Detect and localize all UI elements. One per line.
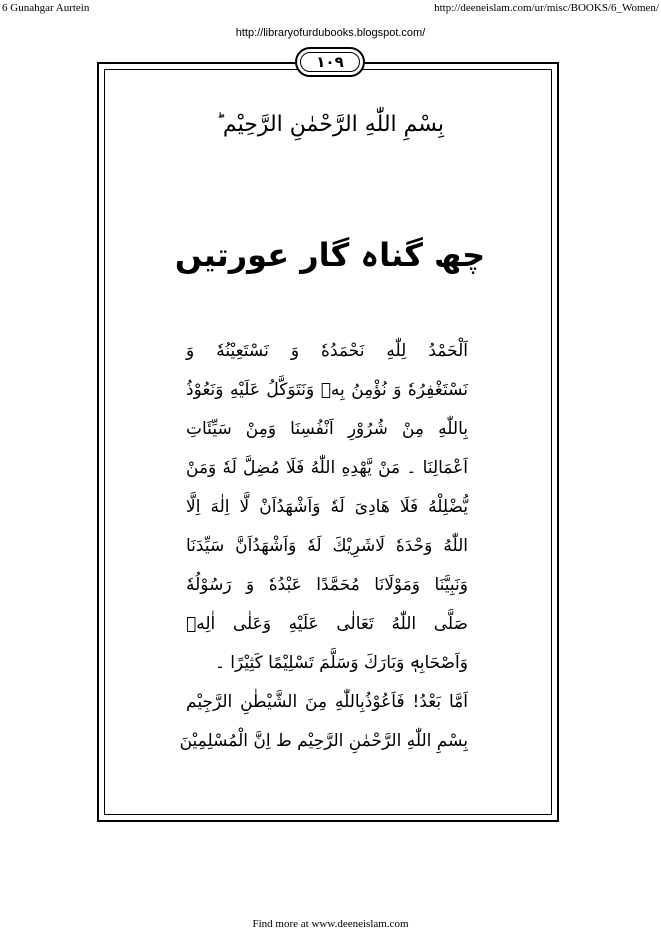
text-line: يُّضْلِلْهُ فَلَا هَادِىَ لَهٗ وَاَشْهَدُاَنْ لَّا اِلٰهَ اِلَّا [186,497,468,517]
bismillah-heading: بِسْمِ اللّٰهِ الرَّحْمٰنِ الرَّحِيْم ؕ [215,112,445,137]
text-line: نَسْتَغْفِرُهٗ وَ نُؤْمِنُ بِهٖ وَنَتَوَكَّلُ عَلَيْهِ وَنَعُوْذُ [186,380,468,400]
page-number: ١٠٩ [300,52,360,72]
page-number-badge [295,47,365,77]
document-title-header: 6 Gunahgar Aurtein [2,2,90,14]
text-line: وَنَبِيَّنَا وَمَوْلَانَا مُحَمَّدًا عَبْدُهٗ وَ رَسُوْلُهٗ [186,575,468,595]
blog-url: http://libraryofurdubooks.blogspot.com/ [235,27,426,39]
text-line: بِاللّٰهِ مِنْ شُرُوْرِ اَنْفُسِنَا وَمِنْ سَيِّئَاتِ [186,419,468,439]
sermon-text [179,332,468,761]
text-line: اَعْمَالِنَا ۔ مَنْ يَّهْدِهِ اللّٰهُ فَلَا مُضِلَّ لَهٗ وَمَنْ [186,458,468,478]
text-line: اَمَّا بَعْدُ! فَاَعُوْذُبِاللّٰهِ مِنَ الشَّيْطٰنِ الرَّجِيْم [186,692,468,712]
text-line: وَاَصْحَابِهٖ وَبَارَكَ وَسَلَّمَ تَسْلِيْمًا كَثِيْرًا ۔ [214,653,468,673]
footer-link-text: Find more at www.deeneislam.com [252,918,409,930]
text-line: صَلَّى اللّٰهُ تَعَالٰى عَلَيْهِ وَعَلٰى اٰلِهٖ [186,614,468,634]
text-line: اللّٰهُ وَحْدَهٗ لَاشَرِيْكَ لَهٗ وَاَشْهَدُاَنَّ سَيِّدَنَا [186,536,468,556]
text-line: اَلْحَمْدُ لِلّٰهِ نَحْمَدُهٗ وَ نَسْتَعِيْنُهٗ وَ [186,341,468,361]
text-line: بِسْمِ اللّٰهِ الرَّحْمٰنِ الرَّحِيْم ط اِنَّ الْمُسْلِمِيْنَ [179,731,468,751]
chapter-title: چھ گناہ گار عورتیں [174,236,486,274]
source-url-header: http://deeneislam.com/ur/misc/BOOKS/6_Women/ [434,2,659,14]
